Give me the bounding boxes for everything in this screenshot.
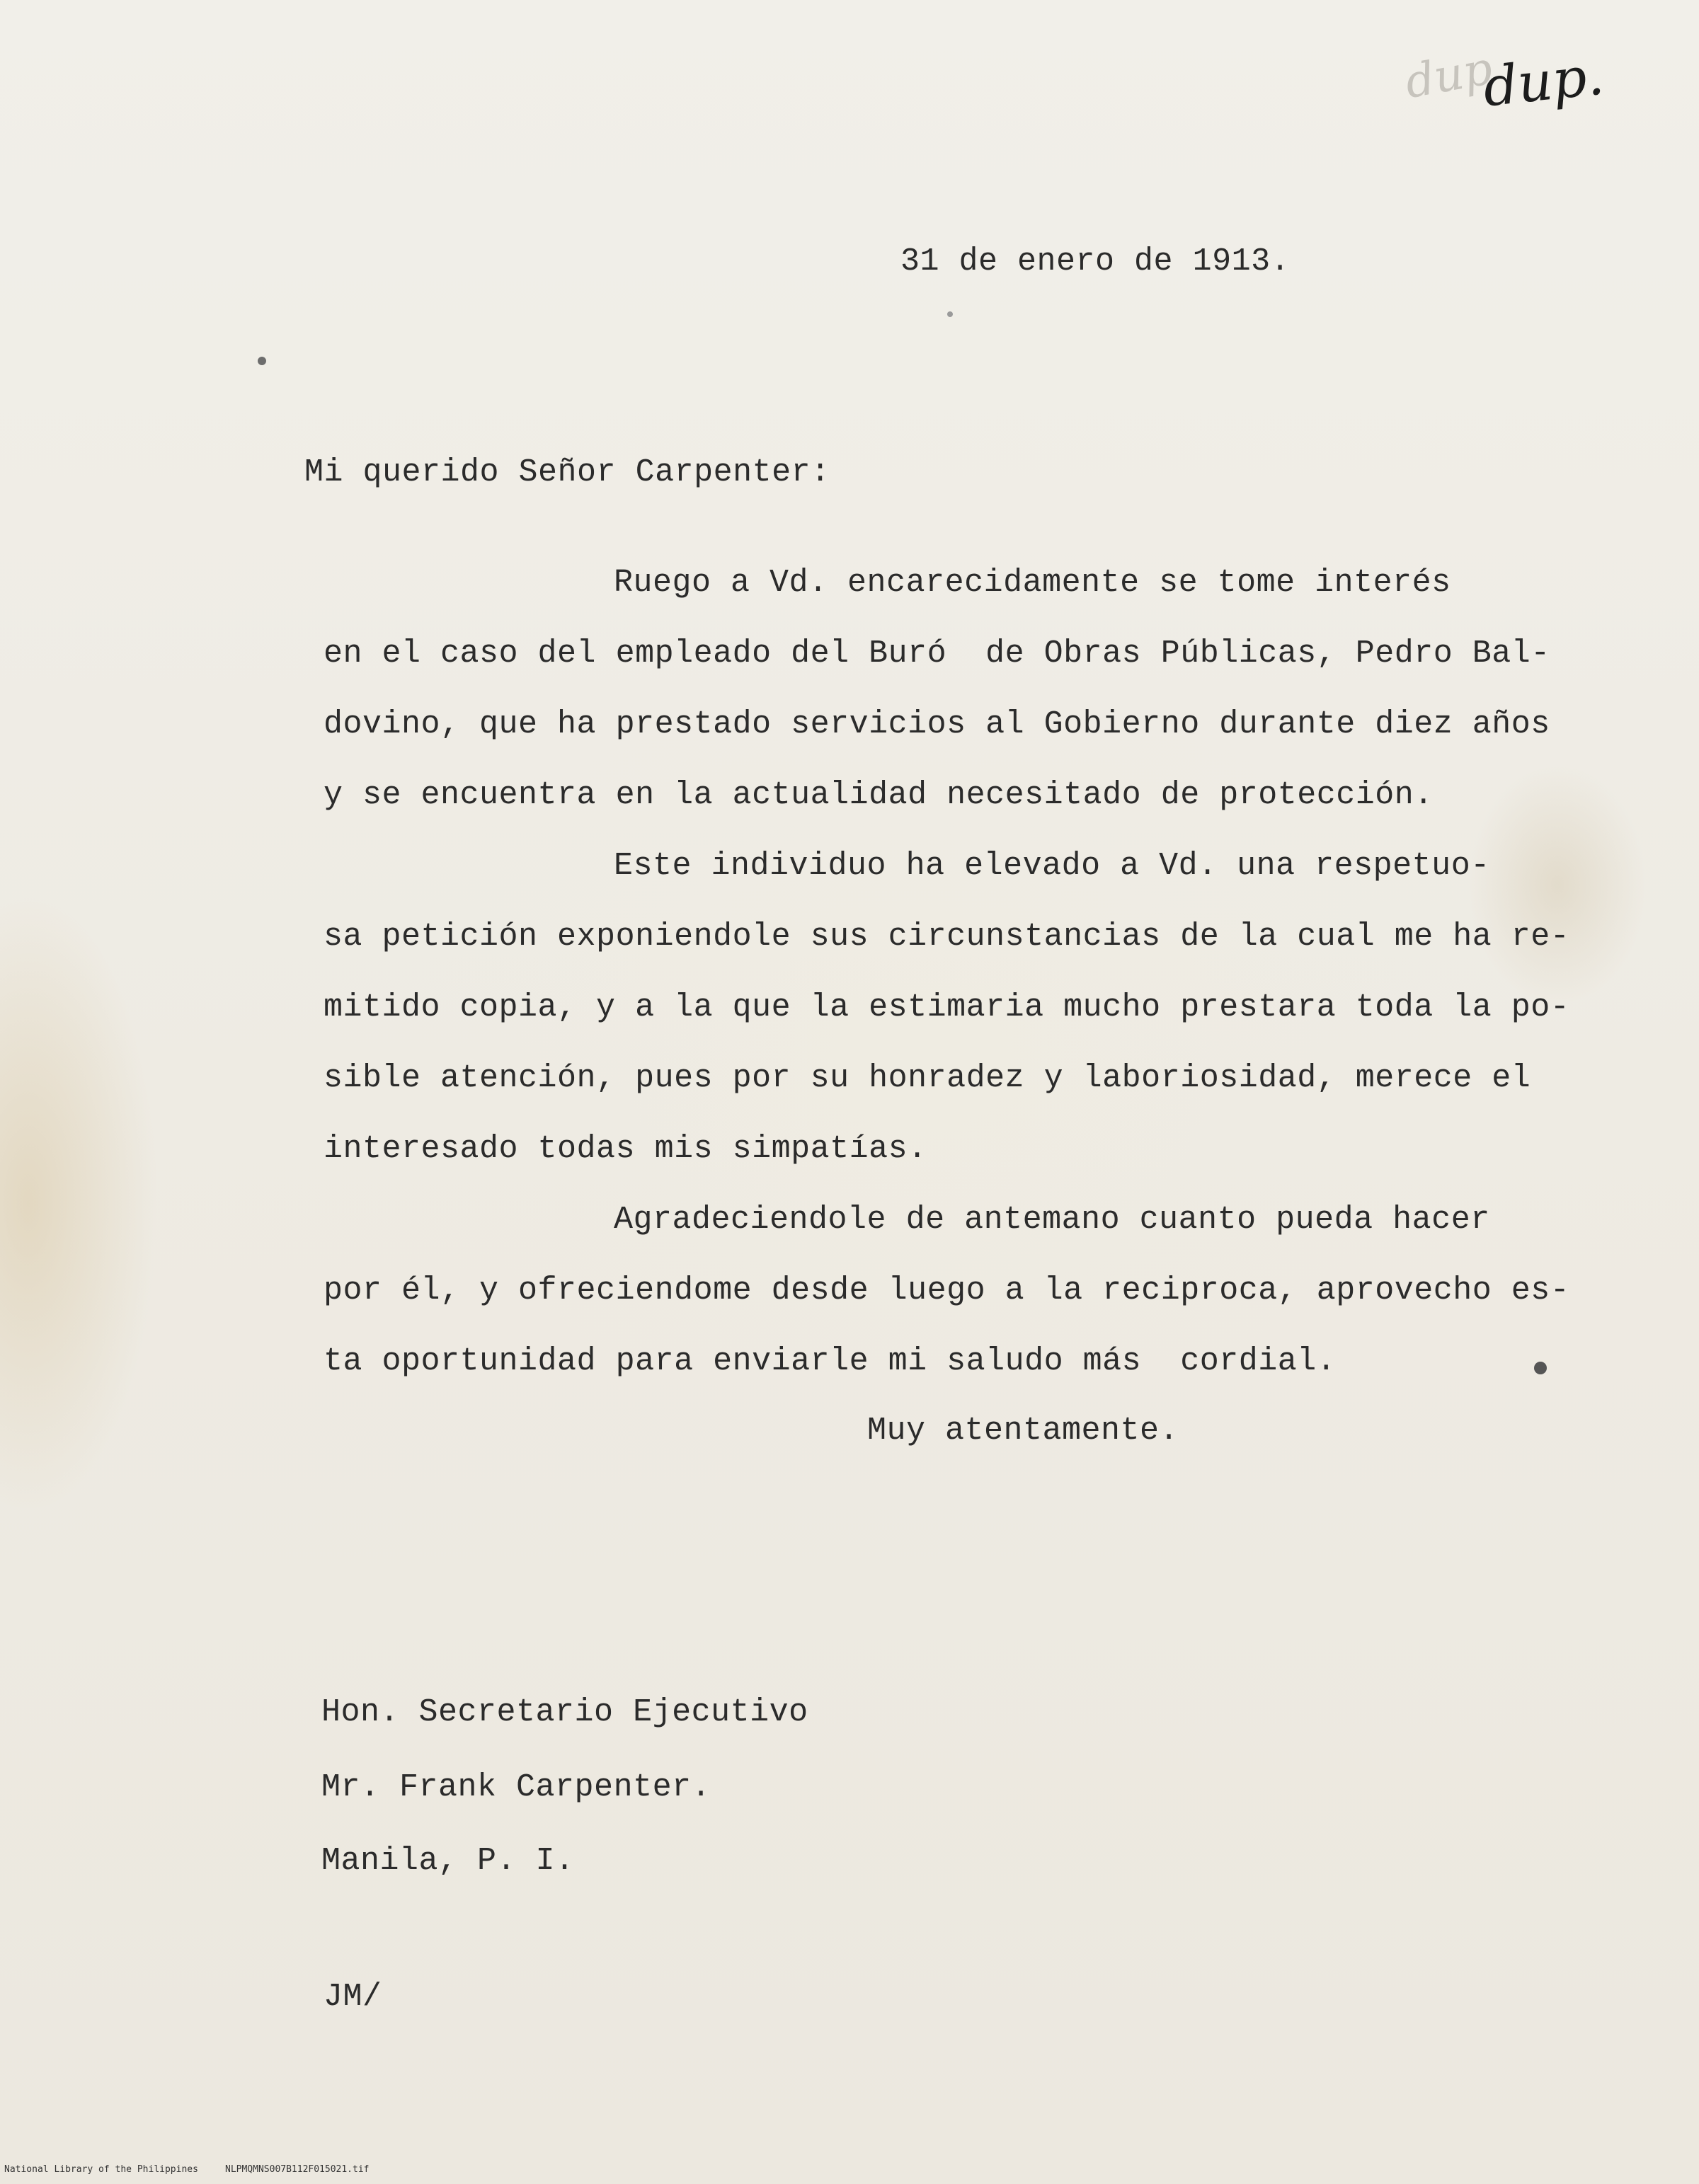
footer-source: National Library of the Philippines bbox=[4, 2164, 198, 2175]
body-line: Agradeciendole de antemano cuanto pueda hacer bbox=[614, 1202, 1490, 1238]
addressee-line: Manila, P. I. bbox=[321, 1843, 575, 1879]
footer-filename: NLPMQMNS007B112F015021.tif bbox=[225, 2164, 370, 2175]
addressee-line: Hon. Secretario Ejecutivo bbox=[321, 1694, 808, 1730]
ink-spot bbox=[947, 311, 953, 317]
body-line: Este individuo ha elevado a Vd. una respetuo- bbox=[614, 848, 1490, 884]
body-line: y se encuentra en la actualidad necesitado de protección. bbox=[324, 777, 1434, 813]
body-line: en el caso del empleado del Buró de Obras Públicas, Pedro Bal- bbox=[324, 636, 1550, 672]
body-line: Ruego a Vd. encarecidamente se tome interés bbox=[614, 565, 1451, 601]
salutation: Mi querido Señor Carpenter: bbox=[304, 454, 830, 490]
letter-date: 31 de enero de 1913. bbox=[900, 243, 1291, 280]
body-line: mitido copia, y a la que la estimaria mucho prestara toda la po- bbox=[324, 989, 1570, 1025]
body-line: dovino, que ha prestado servicios al Gobierno durante diez años bbox=[324, 706, 1550, 742]
body-line: sible atención, pues por su honradez y laboriosidad, merece el bbox=[324, 1060, 1531, 1096]
body-line: ta oportunidad para enviarle mi saludo más cordial. bbox=[324, 1343, 1337, 1379]
body-line: interesado todas mis simpatías. bbox=[324, 1131, 927, 1167]
body-line: sa petición exponiendole sus circunstancias de la cual me ha re- bbox=[324, 919, 1570, 955]
addressee-line: Mr. Frank Carpenter. bbox=[321, 1769, 711, 1805]
typist-initials: JM/ bbox=[324, 1979, 382, 2015]
closing: Muy atentamente. bbox=[867, 1413, 1179, 1449]
ink-spot bbox=[258, 357, 266, 365]
handwritten-annotation: dup. bbox=[1480, 43, 1607, 119]
faded-handwritten-annotation: dup bbox=[1401, 42, 1497, 110]
ink-spot bbox=[1534, 1362, 1547, 1374]
body-line: por él, y ofreciendome desde luego a la reciproca, aprovecho es- bbox=[324, 1272, 1570, 1309]
